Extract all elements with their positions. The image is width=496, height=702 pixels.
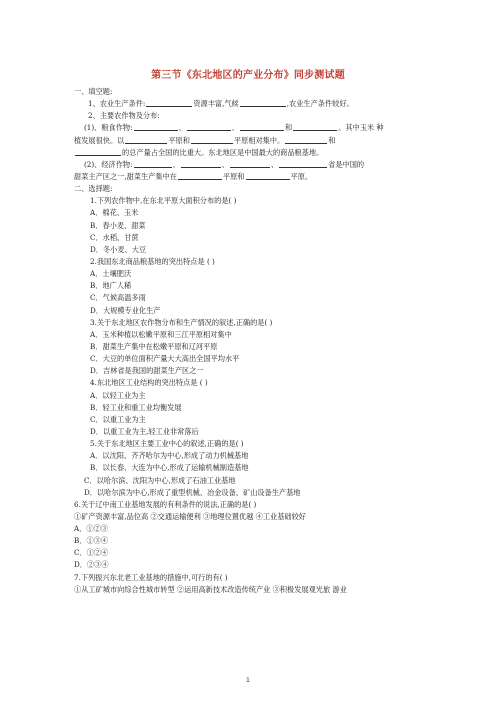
answer-option[interactable]: B．轻工业和重工业均衡发展 (90, 402, 182, 412)
answer-option[interactable]: A．玉米种植以松嫩平原和三江平原相对集中 (90, 329, 232, 339)
page-number: 1 (245, 676, 251, 684)
answer-option[interactable]: C．①②④ (74, 548, 109, 558)
answer-option[interactable]: D．以重工业为主,轻工业非常落后 (90, 426, 199, 436)
answer-blank[interactable] (125, 136, 167, 144)
question-line: 甜菜主产区之一,甜菜生产集中在 平原和 平原。 (74, 171, 313, 181)
section-heading-multiple-choice: 二、选择题: (74, 184, 113, 194)
answer-option[interactable]: A．以沈阳、齐齐哈尔为中心,形成了动力机械基地 (90, 451, 249, 461)
answer-option[interactable]: C．以重工业为主 (90, 414, 146, 424)
answer-option[interactable]: D．吉林省是我国的甜菜生产区之一 (90, 366, 204, 376)
answer-blank[interactable] (230, 160, 270, 168)
question-stem: 1.下列农作物中,在东北平原大面积分布的是( ) (90, 196, 237, 206)
answer-blank[interactable] (134, 160, 172, 168)
answer-blank[interactable] (75, 148, 121, 156)
answer-option[interactable]: C．以哈尔滨、沈阳为中心,形成了石油工业基地 (84, 475, 236, 485)
question-stem: 5.关于东北地区主要工业中心的叙述,正确的是( ) (90, 439, 244, 449)
question-stem: 3.关于东北地区农作物分布和生产情况的叙述,正确的是( ) (90, 317, 273, 327)
answer-blank[interactable] (187, 123, 231, 131)
answer-option[interactable]: A．土壤肥沃 (90, 269, 132, 279)
answer-option[interactable]: D．以哈尔滨为中心,形成了重型机械、冶金设备、矿山设备生产基地 (84, 487, 301, 497)
answer-option[interactable]: B．地广人稀 (90, 281, 132, 291)
answer-blank[interactable] (191, 136, 233, 144)
answer-blank[interactable] (246, 172, 290, 180)
answer-option[interactable]: D．②③④ (74, 560, 109, 570)
section-heading-fill-in: 一、填空题: (74, 87, 113, 96)
answer-option[interactable]: B．甜菜生产集中在松嫩平原和辽河平原 (90, 341, 218, 351)
answer-option[interactable]: D．冬小麦、大豆 (90, 244, 147, 254)
answer-option[interactable]: C．气候高温多雨 (90, 293, 146, 303)
answer-option[interactable]: A．①②③ (74, 524, 108, 534)
question-line: (2)、经济作物: 、 、 、 省是中国的 (84, 159, 365, 169)
answer-blank[interactable] (146, 99, 192, 107)
answer-option[interactable]: D．大规模专业化生产 (90, 305, 161, 315)
answer-option[interactable]: B．春小麦、甜菜 (90, 220, 146, 230)
question-stem: 7.下列振兴东北老工业基地的措施中,可行的有( ) (74, 572, 228, 582)
answer-blank[interactable] (240, 123, 284, 131)
answer-option[interactable]: C．水稻、甘蔗 (90, 232, 139, 242)
answer-blank[interactable] (285, 136, 327, 144)
question-line: 的总产量占全国的比重大。东北地区是中国最大的商品粮基地。 (74, 147, 436, 159)
question-line: 1、农业生产条件: 资源丰富,气候 ,农业生产条件较好。 (88, 99, 354, 109)
question-note: ①从工矿城市向综合性城市转型 ②运用高新技术改造传统产业 ③积极发展观光旅 游业 (74, 584, 347, 594)
question-stem: 6.关于辽中南工业基地发展的有利条件的说法,正确的是( ) (74, 499, 257, 509)
document-body (74, 86, 436, 596)
answer-blank[interactable] (279, 160, 327, 168)
answer-blank[interactable] (240, 99, 286, 107)
answer-blank[interactable] (181, 160, 221, 168)
answer-blank[interactable] (134, 123, 178, 131)
answer-option[interactable]: B．①③④ (74, 536, 109, 546)
answer-blank[interactable] (178, 172, 222, 180)
question-note: ①矿产资源丰富,品位高 ②交通运输便利 ③地理位置优越 ④工业基础较好 (74, 511, 306, 521)
question-line: 植发展很快。以 平原和 平原相对集中。 和 (74, 135, 336, 145)
answer-option[interactable]: A．棉花、玉米 (90, 208, 139, 218)
page-title: 第三节《东北地区的产业分布》同步测试题 (151, 70, 345, 81)
answer-option[interactable]: C．大豆的单位面积产量大大高出全国平均水平 (90, 354, 240, 364)
answer-option[interactable]: A．以轻工业为主 (90, 390, 146, 400)
question-stem: 4.东北地区工业结构的突出特点是 ( ) (90, 378, 208, 388)
answer-option[interactable]: B．以长春、大连为中心,形成了运输机械制造基地 (90, 463, 249, 473)
question-line: 2、主要农作物及分布: (88, 111, 160, 121)
answer-blank[interactable] (293, 123, 337, 131)
question-stem: 2.我国东北商品粮基地的突出特点是 ( ) (90, 256, 215, 266)
question-line: (1)、粮食作物: 、 、 和 。其中玉米 种 (84, 123, 384, 133)
